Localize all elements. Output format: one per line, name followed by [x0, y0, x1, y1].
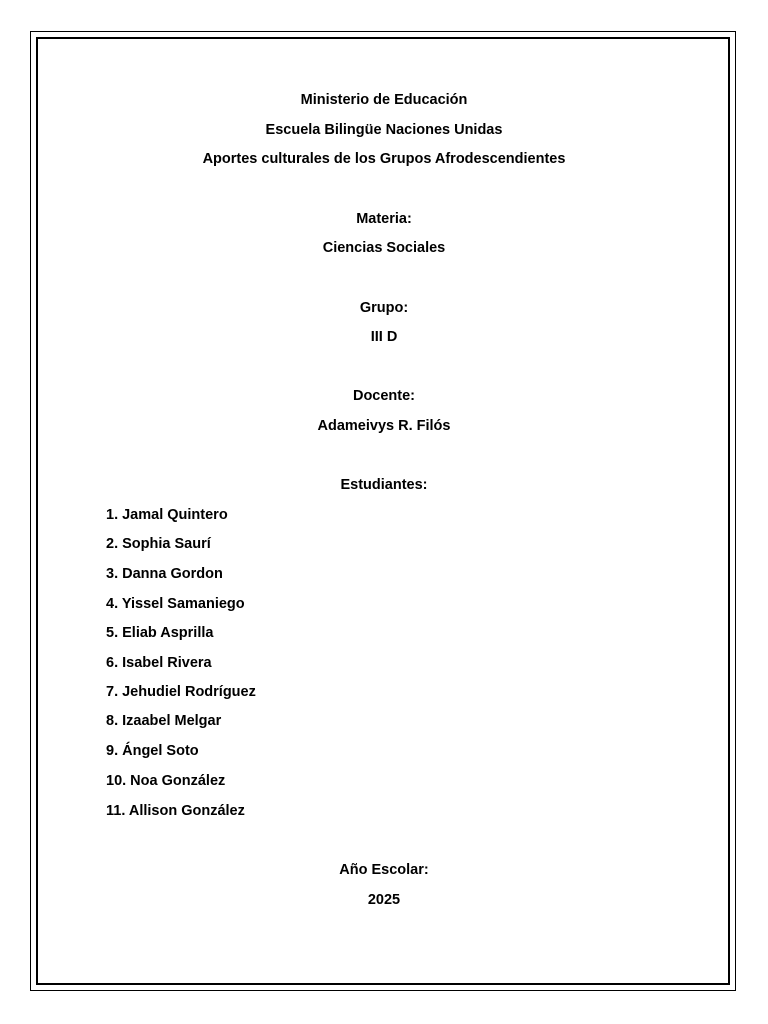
students-label: Estudiantes:: [340, 477, 428, 493]
student-item: 2. Sophia Saurí: [106, 536, 211, 552]
student-item: 11. Allison González: [106, 803, 245, 819]
student-item: 4. Yissel Samaniego: [106, 596, 245, 612]
teacher-value: Adameivys R. Filós: [317, 418, 451, 434]
school-year-value: 2025: [367, 892, 401, 908]
student-item: 7. Jehudiel Rodríguez: [106, 684, 256, 700]
student-item: 9. Ángel Soto: [106, 743, 199, 759]
group-label: Grupo:: [359, 300, 409, 316]
school-year-label: Año Escolar:: [339, 862, 429, 878]
ministry-heading: Ministerio de Educación: [300, 92, 468, 108]
student-item: 6. Isabel Rivera: [106, 655, 212, 671]
student-item: 5. Eliab Asprilla: [106, 625, 214, 641]
school-name: Escuela Bilingüe Naciones Unidas: [265, 122, 503, 138]
student-item: 3. Danna Gordon: [106, 566, 223, 582]
group-value: III D: [370, 329, 398, 345]
subject-label: Materia:: [356, 211, 412, 227]
student-item: 10. Noa González: [106, 773, 226, 789]
student-item: 1. Jamal Quintero: [106, 507, 228, 523]
document-title: Aportes culturales de los Grupos Afrodescendientes: [202, 151, 566, 167]
student-item: 8. Izaabel Melgar: [106, 713, 222, 729]
subject-value: Ciencias Sociales: [322, 240, 446, 256]
teacher-label: Docente:: [352, 388, 416, 404]
